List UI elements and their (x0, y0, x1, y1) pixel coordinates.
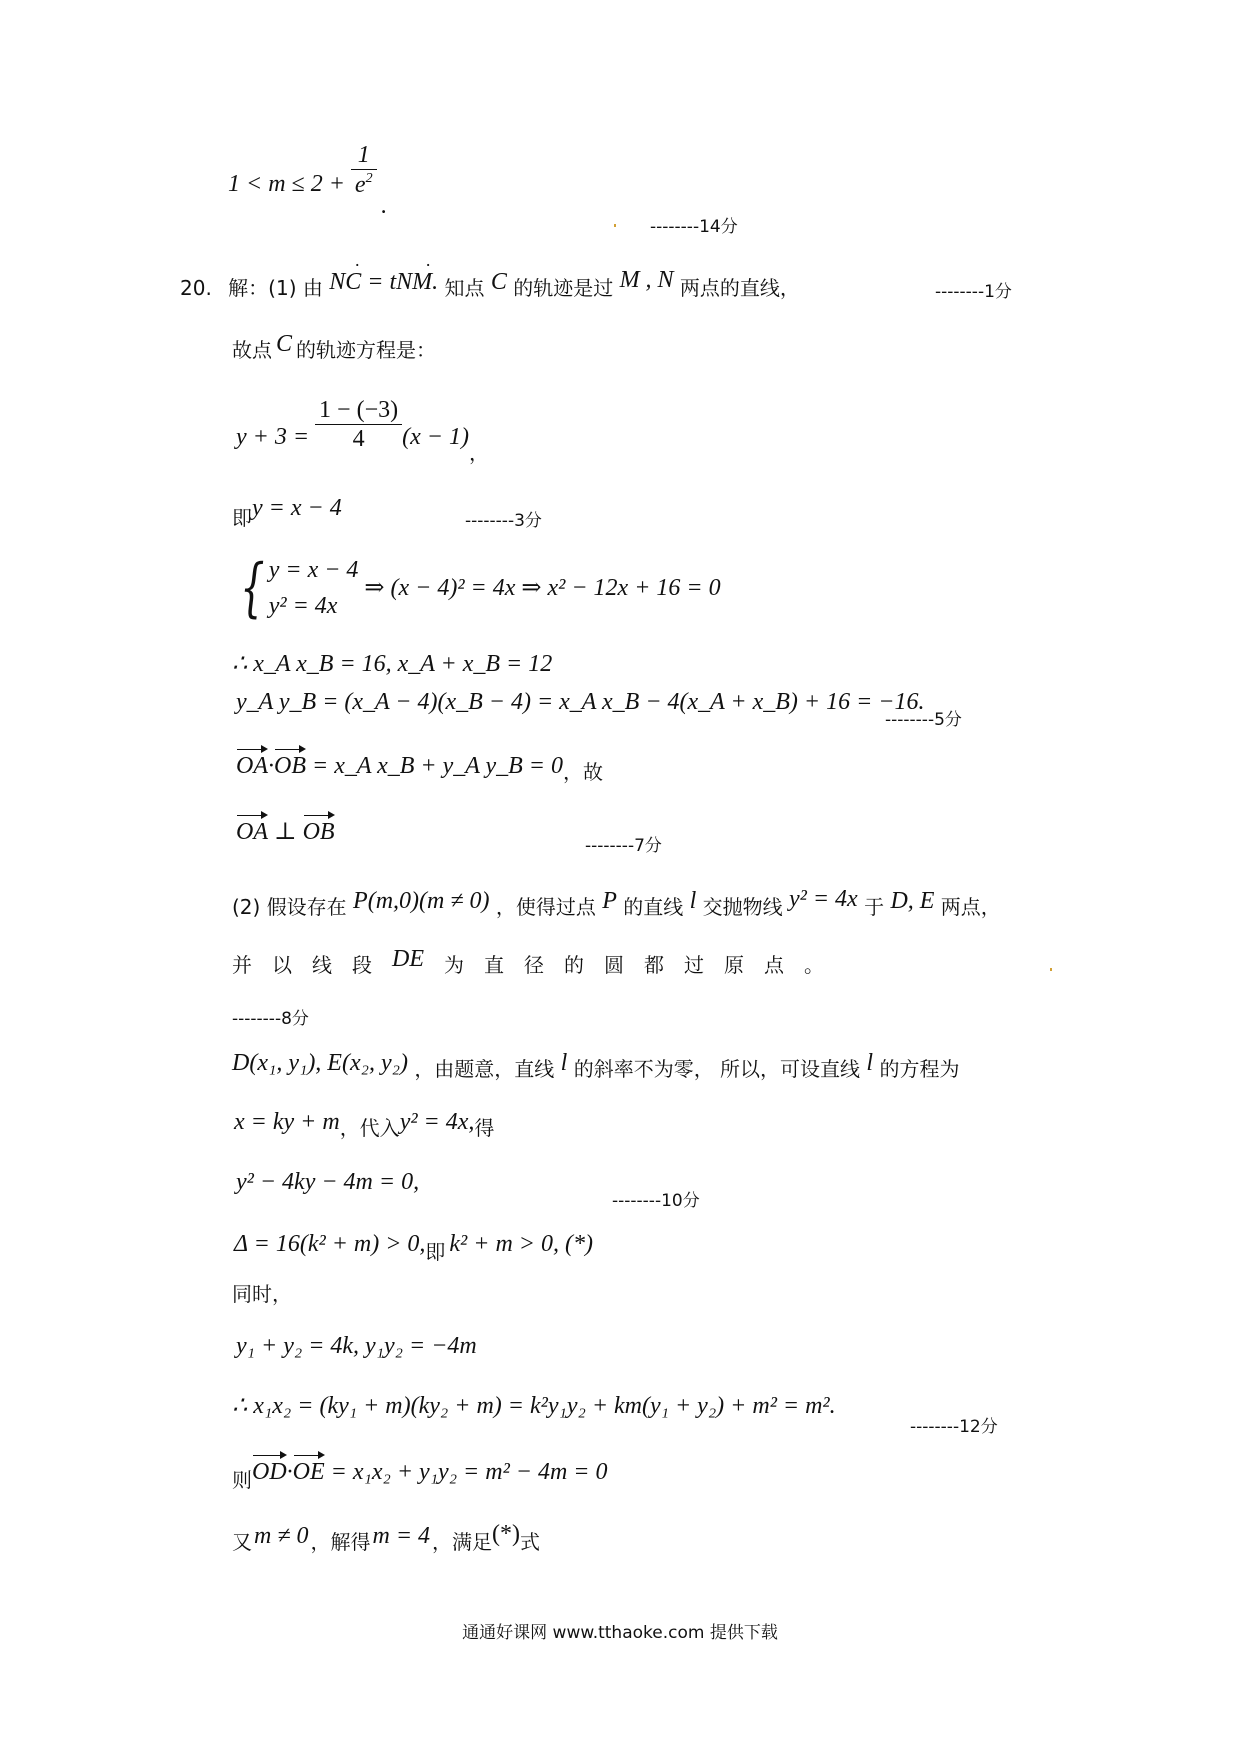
line-equation-rhs: (x − 1) (402, 424, 469, 451)
conclusion-line (232, 1521, 541, 1554)
discriminant-b: 即 (425, 1240, 446, 1264)
q20-heading-line (180, 267, 800, 300)
footer-watermark: 通通好课网 www.tthaoke.com 提供下载 (462, 1623, 778, 1643)
scalar-t: t (389, 269, 397, 295)
trajectory-intro-line (232, 331, 437, 362)
line-l-2: l (560, 1050, 568, 1076)
system-line (232, 552, 721, 624)
part2-k: 两点， (940, 895, 1001, 919)
score-1: --------1分 (935, 282, 1012, 302)
line-equation (236, 397, 489, 466)
score-5: --------5分 (885, 710, 962, 730)
substitution-b: ，代入 (339, 1116, 400, 1140)
discriminant-condition: k² + m > 0, (*) (449, 1231, 593, 1257)
trajectory-intro-a: 故点 (232, 338, 272, 362)
substitution-line (234, 1109, 495, 1140)
perpendicular-line (236, 820, 335, 844)
fraction-numerator: 1 (351, 143, 377, 170)
part2-c: ，使得过点 (495, 895, 596, 919)
points-m-n: M , N (619, 267, 674, 293)
score-3: --------3分 (465, 511, 542, 531)
simplified-prefix: 即 (232, 506, 252, 530)
line-l-3: l (866, 1050, 874, 1076)
vector-equation-nc-tnm: NC · = tNM ·. (329, 269, 438, 295)
slope-fraction (315, 398, 402, 451)
conclusion-e: ，满足 (432, 1530, 493, 1554)
vieta-line: ∴ x_A x_B = 16, x_A + x_B = 12 (232, 651, 553, 677)
point-c: C (490, 269, 507, 295)
quadratic-line: y² − 4ky − 4m = 0, (236, 1169, 420, 1195)
line-equation-comma: ， (468, 441, 489, 466)
part2-line2-c: 为直径的圆都过原点。 (444, 953, 844, 977)
simplified-line (232, 495, 342, 530)
setup-b: ，由题意，直线 (414, 1057, 555, 1081)
x-product-line: ∴ x₁x₂ = (ky₁ + m)(ky₂ + m) = k²y₁y₂ + km(y₁ + y₂) + m² = m². (232, 1393, 836, 1419)
part2-i: 于 (864, 895, 885, 919)
points-d-e: D, E (890, 888, 935, 914)
fraction-denominator (351, 170, 377, 197)
od-oe-expression: OD·OE = x₁x₂ + y₁y₂ = m² − 4m = 0 (252, 1459, 608, 1485)
q20-after: 的轨迹是过 (513, 276, 614, 300)
system-eq-1: y = x − 4 (268, 557, 359, 583)
score-14: --------14分 (650, 217, 738, 237)
discriminant-line (234, 1231, 593, 1264)
vieta-line-2: y₁ + y₂ = 4k, y₁y₂ = −4m (236, 1333, 477, 1359)
slope-denominator: 4 (352, 426, 365, 452)
equation-system (269, 552, 359, 624)
fraction-denominator-exponent: 2 (365, 171, 373, 187)
line-l-equation: x = ky + m (234, 1109, 340, 1135)
vector-oa: OA (236, 753, 268, 779)
part2-a: (2) 假设存在 (232, 895, 347, 919)
line-equation-lhs: y + 3 = (236, 424, 316, 451)
system-derivation: ⇒ (x − 4)² = 4x ⇒ x² − 12x + 16 = 0 (364, 575, 721, 601)
line-l: l (689, 888, 697, 914)
question-number: 20. (180, 276, 212, 300)
slope-numerator: 1 − (−3) (315, 398, 402, 425)
part2-line2 (232, 946, 844, 977)
simplified-equation: y = x − 4 (252, 495, 342, 521)
vector-oa-2: OA (236, 819, 268, 845)
fraction-denominator-base: e (354, 172, 366, 199)
q20-intro: 解：(1) 由 (228, 276, 323, 300)
segment-de: DE (392, 946, 424, 972)
score-8: --------8分 (232, 1009, 309, 1029)
setup-f: 的方程为 (879, 1057, 960, 1081)
od-oe-rhs: = x₁x₂ + y₁y₂ = m² − 4m = 0 (330, 1459, 608, 1485)
od-oe-prefix: 则 (232, 1468, 252, 1492)
part2-g: 交抛物线 (702, 895, 783, 919)
product-line: y_A y_B = (x_A − 4)(x_B − 4) = x_A x_B − 4(x_A + x_B) + 16 = −16. (236, 689, 925, 715)
perpendicular-symbol: ⊥ (274, 819, 297, 845)
inequality-line (228, 142, 387, 219)
vector-nc: NC · (329, 270, 361, 294)
scan-speck-2 (1050, 968, 1052, 971)
points-d-e-coords: D(x₁, y₁), E(x₂, y₂) (232, 1050, 408, 1076)
system-eq-2: y² = 4x (268, 593, 338, 619)
parabola-eq: y² = 4x (789, 886, 858, 912)
vector-oe: OE (292, 1459, 325, 1485)
q20-mid: 知点 (444, 276, 485, 300)
substitution-d: 得 (474, 1116, 495, 1140)
vector-od: OD (252, 1459, 287, 1485)
inequality-text: 1 < m ≤ 2 + (228, 171, 351, 197)
point-p: P(m,0)(m ≠ 0) (353, 888, 490, 914)
point-p-ref: P (602, 888, 617, 914)
conclusion-g: 式 (520, 1530, 541, 1554)
od-oe-line (232, 1459, 608, 1492)
parabola-eq-2: y² = 4x, (399, 1109, 475, 1135)
m-equals-4: m = 4 (372, 1523, 431, 1549)
score-12: --------12分 (910, 1417, 998, 1437)
dot-product-tail: ，故 (562, 760, 603, 784)
part2-line2-a: 并以线段 (232, 953, 392, 977)
part2-line (232, 886, 1001, 919)
inequality-period: . (380, 193, 387, 219)
dot-product-expression: OA·OB = x_A x_B + y_A y_B = 0 (236, 753, 563, 779)
vector-nm: NM · (396, 270, 432, 294)
conclusion-a: 又 (232, 1530, 252, 1554)
q20-tail: 两点的直线， (679, 276, 800, 300)
score-10: --------10分 (612, 1191, 700, 1211)
dot-product-line (236, 753, 603, 784)
left-brace: { (240, 551, 265, 625)
conclusion-c: ，解得 (310, 1530, 371, 1554)
setup-d: 的斜率不为零， 所以，可设直线 (573, 1057, 861, 1081)
setup-line (232, 1050, 960, 1081)
vector-ob-2: OB (302, 819, 335, 845)
part2-e: 的直线 (623, 895, 684, 919)
vector-ob: OB (274, 753, 306, 779)
star-ref: (*) (492, 1521, 521, 1547)
fraction-1-over-e2 (351, 143, 377, 197)
trajectory-intro-b: 的轨迹方程是： (296, 338, 437, 362)
meanwhile-line: 同时， (232, 1282, 292, 1306)
point-c-2: C (276, 331, 293, 357)
dot-product-rhs: = x_A x_B + y_A y_B = 0 (312, 753, 563, 779)
score-7: --------7分 (585, 836, 662, 856)
m-nonzero: m ≠ 0 (254, 1523, 309, 1549)
discriminant-eq: Δ = 16(k² + m) > 0, (234, 1231, 426, 1257)
scan-speck (614, 224, 616, 227)
